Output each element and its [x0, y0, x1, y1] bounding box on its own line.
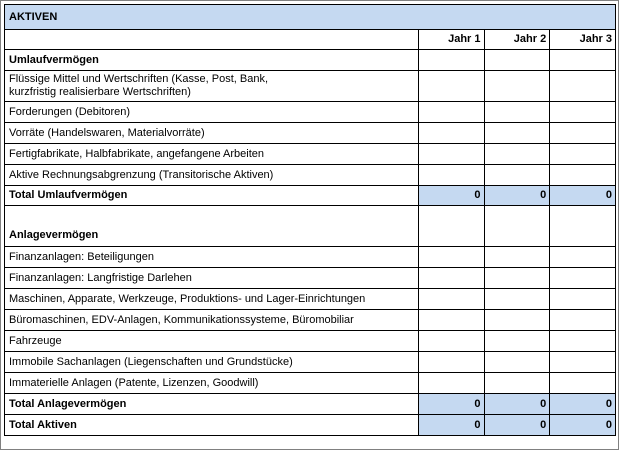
cell-empty[interactable]: [550, 144, 616, 165]
spacer-row: [5, 206, 616, 226]
cell-empty[interactable]: [484, 123, 550, 144]
column-header-row: [5, 30, 616, 50]
table-row: [5, 289, 616, 310]
total-anlage-jahr-2[interactable]: 0: [484, 394, 550, 415]
column-header-jahr-1[interactable]: Jahr 1: [418, 30, 484, 50]
cell-empty[interactable]: [5, 206, 419, 226]
cell-empty[interactable]: [484, 50, 550, 71]
cell-header-empty[interactable]: [5, 30, 419, 50]
total-row-umlauf: [5, 186, 616, 206]
total-aktiven-jahr-2[interactable]: 0: [484, 415, 550, 436]
cell-empty[interactable]: [484, 247, 550, 268]
section-header-row: [5, 50, 616, 71]
cell-empty[interactable]: [484, 165, 550, 186]
column-header-jahr-2[interactable]: Jahr 2: [484, 30, 550, 50]
section-header-row: [5, 226, 616, 247]
cell-empty[interactable]: [418, 289, 484, 310]
total-aktiven-jahr-3[interactable]: 0: [550, 415, 616, 436]
row-label-fertigfabrikate[interactable]: Fertigfabrikate, Halbfabrikate, angefangene Arbeiten: [5, 144, 419, 165]
cell-empty[interactable]: [418, 50, 484, 71]
cell-empty[interactable]: [484, 102, 550, 123]
cell-empty[interactable]: [550, 102, 616, 123]
cell-empty[interactable]: [418, 352, 484, 373]
row-label-rechnungsabgrenzung[interactable]: Aktive Rechnungsabgrenzung (Transitorische Aktiven): [5, 165, 419, 186]
table-row: [5, 310, 616, 331]
row-label-immobile-sachanlagen[interactable]: Immobile Sachanlagen (Liegenschaften und Grundstücke): [5, 352, 419, 373]
cell-empty[interactable]: [418, 226, 484, 247]
cell-empty[interactable]: [418, 123, 484, 144]
total-label-aktiven[interactable]: Total Aktiven: [5, 415, 419, 436]
cell-empty[interactable]: [550, 226, 616, 247]
table-row: [5, 102, 616, 123]
cell-empty[interactable]: [550, 289, 616, 310]
row-label-fahrzeuge[interactable]: Fahrzeuge: [5, 331, 419, 352]
total-aktiven-jahr-1[interactable]: 0: [418, 415, 484, 436]
row-label-bueromaschinen[interactable]: Büromaschinen, EDV-Anlagen, Kommunikationssysteme, Büromobiliar: [5, 310, 419, 331]
column-header-jahr-3[interactable]: Jahr 3: [550, 30, 616, 50]
row-label-immaterielle-anlagen[interactable]: Immaterielle Anlagen (Patente, Lizenzen, Goodwill): [5, 373, 419, 394]
row-label-darlehen[interactable]: Finanzanlagen: Langfristige Darlehen: [5, 268, 419, 289]
section-header-umlaufvermoegen[interactable]: Umlaufvermögen: [5, 50, 419, 71]
row-label-beteiligungen[interactable]: Finanzanlagen: Beteiligungen: [5, 247, 419, 268]
table-row: [5, 268, 616, 289]
cell-empty[interactable]: [418, 71, 484, 102]
cell-empty[interactable]: [418, 144, 484, 165]
row-label-line-2: kurzfristig realisierbare Wertschriften): [9, 86, 191, 98]
cell-empty[interactable]: [550, 268, 616, 289]
row-label-vorraete[interactable]: Vorräte (Handelswaren, Materialvorräte): [5, 123, 419, 144]
cell-empty[interactable]: [484, 373, 550, 394]
section-header-anlagevermoegen[interactable]: Anlagevermögen: [5, 226, 419, 247]
row-label-fluessige-mittel[interactable]: [5, 71, 419, 102]
row-label-maschinen[interactable]: Maschinen, Apparate, Werkzeuge, Produktions- und Lager-Einrichtungen: [5, 289, 419, 310]
cell-empty[interactable]: [418, 206, 484, 226]
cell-empty[interactable]: [550, 373, 616, 394]
cell-empty[interactable]: [550, 71, 616, 102]
cell-empty[interactable]: [550, 50, 616, 71]
grand-total-row: [5, 415, 616, 436]
cell-empty[interactable]: [418, 268, 484, 289]
total-anlage-jahr-3[interactable]: 0: [550, 394, 616, 415]
total-row-anlage: [5, 394, 616, 415]
cell-empty[interactable]: [550, 352, 616, 373]
cell-empty[interactable]: [484, 144, 550, 165]
cell-empty[interactable]: [550, 165, 616, 186]
table-row: [5, 247, 616, 268]
table-row: [5, 373, 616, 394]
table-title[interactable]: AKTIVEN: [5, 5, 616, 30]
cell-empty[interactable]: [418, 331, 484, 352]
total-umlauf-jahr-3[interactable]: 0: [550, 186, 616, 206]
cell-empty[interactable]: [418, 165, 484, 186]
cell-empty[interactable]: [484, 310, 550, 331]
cell-empty[interactable]: [550, 123, 616, 144]
total-label-umlaufvermoegen[interactable]: Total Umlaufvermögen: [5, 186, 419, 206]
cell-empty[interactable]: [550, 206, 616, 226]
cell-empty[interactable]: [484, 331, 550, 352]
table-row: [5, 352, 616, 373]
total-umlauf-jahr-1[interactable]: 0: [418, 186, 484, 206]
cell-empty[interactable]: [418, 373, 484, 394]
table-row: [5, 331, 616, 352]
table-row: [5, 144, 616, 165]
cell-empty[interactable]: [550, 247, 616, 268]
total-umlauf-jahr-2[interactable]: 0: [484, 186, 550, 206]
title-row: [5, 5, 616, 30]
cell-empty[interactable]: [484, 352, 550, 373]
total-anlage-jahr-1[interactable]: 0: [418, 394, 484, 415]
cell-empty[interactable]: [484, 289, 550, 310]
cell-empty[interactable]: [550, 331, 616, 352]
row-label-forderungen[interactable]: Forderungen (Debitoren): [5, 102, 419, 123]
table-row: [5, 71, 616, 102]
cell-empty[interactable]: [418, 247, 484, 268]
cell-empty[interactable]: [418, 310, 484, 331]
cell-empty[interactable]: [484, 206, 550, 226]
cell-empty[interactable]: [484, 226, 550, 247]
cell-empty[interactable]: [550, 310, 616, 331]
total-label-anlagevermoegen[interactable]: Total Anlagevermögen: [5, 394, 419, 415]
aktiven-table: [4, 4, 616, 436]
row-label-line-1: Flüssige Mittel und Wertschriften (Kasse, Post, Bank,: [9, 73, 269, 85]
table-row: [5, 123, 616, 144]
cell-empty[interactable]: [418, 102, 484, 123]
cell-empty[interactable]: [484, 71, 550, 102]
table-row: [5, 165, 616, 186]
cell-empty[interactable]: [484, 268, 550, 289]
